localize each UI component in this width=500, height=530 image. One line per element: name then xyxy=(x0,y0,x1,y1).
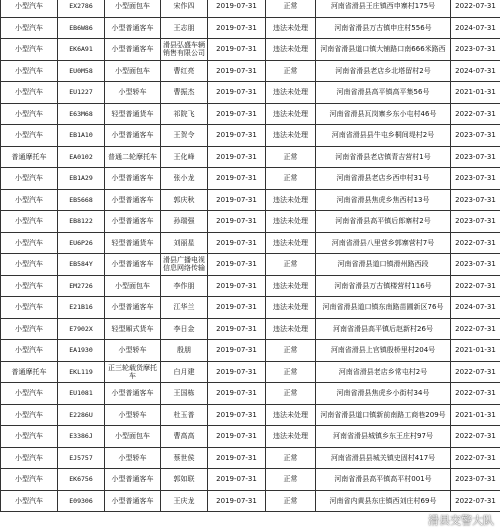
expiry-date-cell: 2021-01-31 xyxy=(451,82,500,104)
expiry-date-cell: 2024-07-31 xyxy=(451,60,500,82)
address-cell: 河南省滑县焦虎乡焦西村13号 xyxy=(316,189,451,211)
inspection-date-cell: 2019-07-31 xyxy=(208,17,266,39)
vehicle-category-cell: 小型汽车 xyxy=(1,125,58,147)
vehicle-category-cell: 小型汽车 xyxy=(1,447,58,469)
status-cell: 正常 xyxy=(266,0,316,17)
status-cell: 正常 xyxy=(266,60,316,82)
expiry-date-cell: 2022-07-31 xyxy=(451,361,500,383)
plate-number-cell: EB8122 xyxy=(58,211,105,233)
table-row xyxy=(1,318,500,340)
inspection-date-cell: 2019-07-31 xyxy=(208,39,266,61)
expiry-date-cell: 2022-07-31 xyxy=(451,0,500,17)
inspection-date-cell: 2019-07-31 xyxy=(208,211,266,233)
owner-name-cell: 王国栋 xyxy=(161,383,208,405)
owner-name-cell: 郭如联 xyxy=(161,469,208,491)
expiry-date-cell: 2024-07-31 xyxy=(451,17,500,39)
table-row xyxy=(1,254,500,276)
inspection-date-cell: 2019-07-31 xyxy=(208,189,266,211)
owner-name-cell: 曹振杰 xyxy=(161,82,208,104)
address-cell: 河南省滑县老店乡西申村31号 xyxy=(316,168,451,190)
table-row xyxy=(1,297,500,319)
address-cell: 河南省滑县高平镇高平集56号 xyxy=(316,82,451,104)
vehicle-type-cell: 小型面包车 xyxy=(105,0,161,17)
vehicle-type-cell: 小型普通客车 xyxy=(105,490,161,512)
owner-name-cell: 刘丽星 xyxy=(161,232,208,254)
owner-name-cell: 李作朋 xyxy=(161,275,208,297)
vehicle-type-cell: 小型普通客车 xyxy=(105,469,161,491)
status-cell: 违法未处理 xyxy=(266,404,316,426)
expiry-date-cell: 2023-07-31 xyxy=(451,146,500,168)
vehicle-category-cell: 小型汽车 xyxy=(1,168,58,190)
expiry-date-cell: 2023-07-31 xyxy=(451,39,500,61)
address-cell: 河南省滑县八里营乡郭寨营村7号 xyxy=(316,232,451,254)
table-row xyxy=(1,39,500,61)
inspection-date-cell: 2019-07-31 xyxy=(208,469,266,491)
table-body xyxy=(1,0,500,512)
plate-number-cell: E3386J xyxy=(58,426,105,448)
table-row xyxy=(1,103,500,125)
plate-number-cell: E2286U xyxy=(58,404,105,426)
inspection-date-cell: 2019-07-31 xyxy=(208,297,266,319)
plate-number-cell: EA1930 xyxy=(58,340,105,362)
inspection-date-cell: 2019-07-31 xyxy=(208,383,266,405)
inspection-date-cell: 2019-07-31 xyxy=(208,103,266,125)
plate-number-cell: EK6756 xyxy=(58,469,105,491)
status-cell: 违法未处理 xyxy=(266,82,316,104)
address-cell: 河南省滑县王庄镇西申寨村175号 xyxy=(316,0,451,17)
table-row xyxy=(1,211,500,233)
inspection-date-cell: 2019-07-31 xyxy=(208,146,266,168)
vehicle-type-cell: 小型面包车 xyxy=(105,275,161,297)
vehicle-category-cell: 小型汽车 xyxy=(1,232,58,254)
status-cell: 违法未处理 xyxy=(266,39,316,61)
status-cell: 正常 xyxy=(266,361,316,383)
owner-name-cell: 王志朋 xyxy=(161,17,208,39)
expiry-date-cell: 2023-07-31 xyxy=(451,168,500,190)
owner-name-cell: 王贺令 xyxy=(161,125,208,147)
vehicle-type-cell: 正三轮载货摩托车 xyxy=(105,361,161,383)
status-cell: 违法未处理 xyxy=(266,297,316,319)
status-cell: 正常 xyxy=(266,340,316,362)
plate-number-cell: E7902X xyxy=(58,318,105,340)
address-cell: 河南省滑县道口镇大铺路口南666米路西 xyxy=(316,39,451,61)
vehicle-type-cell: 小型普通客车 xyxy=(105,383,161,405)
status-cell: 正常 xyxy=(266,168,316,190)
vehicle-category-cell: 小型汽车 xyxy=(1,490,58,512)
table-row xyxy=(1,0,500,17)
status-cell: 正常 xyxy=(266,447,316,469)
status-cell: 正常 xyxy=(266,254,316,276)
plate-number-cell: E21B16 xyxy=(58,297,105,319)
inspection-date-cell: 2019-07-31 xyxy=(208,318,266,340)
address-cell: 河南省滑县万古镇申庄村556号 xyxy=(316,17,451,39)
plate-number-cell: EB584Y xyxy=(58,254,105,276)
table-row xyxy=(1,60,500,82)
expiry-date-cell: 2022-07-31 xyxy=(451,318,500,340)
expiry-date-cell: 2023-07-31 xyxy=(451,254,500,276)
vehicle-category-cell: 普通摩托车 xyxy=(1,146,58,168)
plate-number-cell: E09306 xyxy=(58,490,105,512)
status-cell: 违法未处理 xyxy=(266,17,316,39)
expiry-date-cell: 2022-07-31 xyxy=(451,426,500,448)
expiry-date-cell: 2022-07-31 xyxy=(451,490,500,512)
expiry-date-cell: 2023-07-31 xyxy=(451,189,500,211)
table-row xyxy=(1,361,500,383)
owner-name-cell: 孙瑞强 xyxy=(161,211,208,233)
expiry-date-cell: 2022-07-31 xyxy=(451,103,500,125)
vehicle-category-cell: 小型汽车 xyxy=(1,469,58,491)
inspection-date-cell: 2019-07-31 xyxy=(208,340,266,362)
table-row xyxy=(1,340,500,362)
table-row xyxy=(1,168,500,190)
expiry-date-cell: 2021-01-31 xyxy=(451,340,500,362)
plate-number-cell: EK6A91 xyxy=(58,39,105,61)
status-cell: 违法未处理 xyxy=(266,275,316,297)
expiry-date-cell: 2024-07-31 xyxy=(451,297,500,319)
address-cell: 河南省滑县万古镇楼营村116号 xyxy=(316,275,451,297)
vehicle-type-cell: 小型轿车 xyxy=(105,340,161,362)
address-cell: 河南省滑县高平镇后赵新村26号 xyxy=(316,318,451,340)
table-row xyxy=(1,82,500,104)
status-cell: 正常 xyxy=(266,146,316,168)
inspection-date-cell: 2019-07-31 xyxy=(208,490,266,512)
vehicle-category-cell: 小型汽车 xyxy=(1,318,58,340)
plate-number-cell: E63M68 xyxy=(58,103,105,125)
vehicle-type-cell: 小型普通客车 xyxy=(105,125,161,147)
plate-number-cell: EU0M58 xyxy=(58,60,105,82)
expiry-date-cell: 2021-01-31 xyxy=(451,404,500,426)
inspection-date-cell: 2019-07-31 xyxy=(208,125,266,147)
owner-name-cell: 江华兰 xyxy=(161,297,208,319)
vehicle-category-cell: 小型汽车 xyxy=(1,39,58,61)
inspection-date-cell: 2019-07-31 xyxy=(208,254,266,276)
vehicle-type-cell: 小型普通客车 xyxy=(105,189,161,211)
address-cell: 河南省滑县上官镇殷桥里村204号 xyxy=(316,340,451,362)
address-cell: 河南省滑县县牛屯乡桐间堤村2号 xyxy=(316,125,451,147)
table-row xyxy=(1,17,500,39)
table-row xyxy=(1,125,500,147)
watermark: 滑县交警大队 xyxy=(428,514,494,527)
address-cell: 河南省滑县道口镇滑州路西段 xyxy=(316,254,451,276)
vehicle-category-cell: 小型汽车 xyxy=(1,211,58,233)
address-cell: 河南省滑县老店镇青吉营村1号 xyxy=(316,146,451,168)
owner-name-cell: 王化峰 xyxy=(161,146,208,168)
status-cell: 正常 xyxy=(266,469,316,491)
plate-number-cell: EU6P26 xyxy=(58,232,105,254)
table-row xyxy=(1,146,500,168)
status-cell: 正常 xyxy=(266,490,316,512)
plate-number-cell: EM2726 xyxy=(58,275,105,297)
plate-number-cell: EX2786 xyxy=(58,0,105,17)
address-cell: 河南省滑县瓦岗寨乡东小屯村46号 xyxy=(316,103,451,125)
inspection-date-cell: 2019-07-31 xyxy=(208,361,266,383)
address-cell: 河南省滑县道口镇东南路苗圃新区76号 xyxy=(316,297,451,319)
status-cell: 违法未处理 xyxy=(266,103,316,125)
vehicle-type-cell: 小型面包车 xyxy=(105,60,161,82)
table-row xyxy=(1,447,500,469)
vehicle-type-cell: 轻型普通货车 xyxy=(105,232,161,254)
table-row xyxy=(1,426,500,448)
expiry-date-cell: 2022-07-31 xyxy=(451,383,500,405)
status-cell: 正常 xyxy=(266,383,316,405)
inspection-date-cell: 2019-07-31 xyxy=(208,60,266,82)
plate-number-cell: EB1A29 xyxy=(58,168,105,190)
vehicle-type-cell: 轻型普通货车 xyxy=(105,103,161,125)
plate-number-cell: EKL119 xyxy=(58,361,105,383)
vehicle-type-cell: 小型面包车 xyxy=(105,426,161,448)
vehicle-type-cell: 轻型厢式货车 xyxy=(105,318,161,340)
owner-name-cell: 李日金 xyxy=(161,318,208,340)
address-cell: 河南省滑县道口镇新前南路工商巷209号 xyxy=(316,404,451,426)
vehicle-type-cell: 小型轿车 xyxy=(105,404,161,426)
vehicle-type-cell: 小型普通客车 xyxy=(105,254,161,276)
vehicle-category-cell: 小型汽车 xyxy=(1,254,58,276)
vehicle-type-cell: 小型普通客车 xyxy=(105,211,161,233)
plate-number-cell: EB1A10 xyxy=(58,125,105,147)
plate-number-cell: EB5668 xyxy=(58,189,105,211)
address-cell: 河南省滑县高平镇高平村001号 xyxy=(316,469,451,491)
vehicle-category-cell: 小型汽车 xyxy=(1,426,58,448)
vehicle-category-cell: 小型汽车 xyxy=(1,297,58,319)
inspection-date-cell: 2019-07-31 xyxy=(208,168,266,190)
expiry-date-cell: 2023-07-31 xyxy=(451,125,500,147)
inspection-date-cell: 2019-07-31 xyxy=(208,404,266,426)
owner-name-cell: 杜玉普 xyxy=(161,404,208,426)
owner-name-cell: 殷朋 xyxy=(161,340,208,362)
owner-name-cell: 曹红亮 xyxy=(161,60,208,82)
inspection-date-cell: 2019-07-31 xyxy=(208,426,266,448)
inspection-date-cell: 2019-07-31 xyxy=(208,275,266,297)
status-cell: 违法未处理 xyxy=(266,232,316,254)
table-row xyxy=(1,383,500,405)
vehicle-category-cell: 小型汽车 xyxy=(1,404,58,426)
table-row xyxy=(1,490,500,512)
owner-name-cell: 滑县弘盛车辆销售有限公司 xyxy=(161,39,208,61)
vehicle-category-cell: 小型汽车 xyxy=(1,340,58,362)
inspection-date-cell: 2019-07-31 xyxy=(208,82,266,104)
inspection-date-cell: 2019-07-31 xyxy=(208,0,266,17)
expiry-date-cell: 2023-07-31 xyxy=(451,211,500,233)
table-row xyxy=(1,275,500,297)
expiry-date-cell: 2022-07-31 xyxy=(451,447,500,469)
table-row xyxy=(1,189,500,211)
expiry-date-cell: 2023-07-31 xyxy=(451,469,500,491)
vehicle-type-cell: 小型普通客车 xyxy=(105,39,161,61)
status-cell: 违法未处理 xyxy=(266,125,316,147)
table-row xyxy=(1,469,500,491)
vehicle-type-cell: 小型普通客车 xyxy=(105,17,161,39)
address-cell: 河南省内黄县东庄镇西刘庄村69号 xyxy=(316,490,451,512)
owner-name-cell: 祁院飞 xyxy=(161,103,208,125)
plate-number-cell: EU1081 xyxy=(58,383,105,405)
vehicle-category-cell: 小型汽车 xyxy=(1,103,58,125)
address-cell: 河南省滑县高平镇后郎寨村2号 xyxy=(316,211,451,233)
expiry-date-cell: 2022-07-31 xyxy=(451,232,500,254)
plate-number-cell: EA0102 xyxy=(58,146,105,168)
status-cell: 违法未处理 xyxy=(266,426,316,448)
owner-name-cell: 郭庆秋 xyxy=(161,189,208,211)
table-row xyxy=(1,404,500,426)
owner-name-cell: 曹高高 xyxy=(161,426,208,448)
table-row xyxy=(1,232,500,254)
vehicle-category-cell: 小型汽车 xyxy=(1,383,58,405)
address-cell: 河南省滑县老店乡北塔留村2号 xyxy=(316,60,451,82)
owner-name-cell: 王庆龙 xyxy=(161,490,208,512)
vehicle-category-cell: 小型汽车 xyxy=(1,82,58,104)
status-cell: 违法未处理 xyxy=(266,189,316,211)
vehicle-category-cell: 小型汽车 xyxy=(1,0,58,17)
vehicle-category-cell: 小型汽车 xyxy=(1,60,58,82)
owner-name-cell: 张小龙 xyxy=(161,168,208,190)
plate-number-cell: EJ5757 xyxy=(58,447,105,469)
vehicle-type-cell: 普通二轮摩托车 xyxy=(105,146,161,168)
address-cell: 河南省滑县焦虎乡小街村34号 xyxy=(316,383,451,405)
plate-number-cell: EB6W86 xyxy=(58,17,105,39)
expiry-date-cell: 2022-07-31 xyxy=(451,275,500,297)
vehicle-category-cell: 小型汽车 xyxy=(1,17,58,39)
vehicle-type-cell: 小型普通客车 xyxy=(105,297,161,319)
vehicle-category-cell: 普通摩托车 xyxy=(1,361,58,383)
owner-name-cell: 滑县广播电视信息网络传输 xyxy=(161,254,208,276)
status-cell: 违法未处理 xyxy=(266,211,316,233)
vehicle-type-cell: 小型轿车 xyxy=(105,447,161,469)
vehicle-category-cell: 小型汽车 xyxy=(1,189,58,211)
owner-name-cell: 白月建 xyxy=(161,361,208,383)
vehicle-type-cell: 小型轿车 xyxy=(105,82,161,104)
vehicle-category-cell: 小型汽车 xyxy=(1,275,58,297)
plate-number-cell: EU1227 xyxy=(58,82,105,104)
status-cell: 违法未处理 xyxy=(266,318,316,340)
vehicle-type-cell: 小型普通客车 xyxy=(105,168,161,190)
address-cell: 河南省滑县城镇乡东王庄村97号 xyxy=(316,426,451,448)
owner-name-cell: 蔡世侯 xyxy=(161,447,208,469)
inspection-date-cell: 2019-07-31 xyxy=(208,232,266,254)
address-cell: 河南省滑县老店乡常屯村2号 xyxy=(316,361,451,383)
inspection-date-cell: 2019-07-31 xyxy=(208,447,266,469)
address-cell: 河南省滑县县城关镇史固村417号 xyxy=(316,447,451,469)
owner-name-cell: 宋作四 xyxy=(161,0,208,17)
